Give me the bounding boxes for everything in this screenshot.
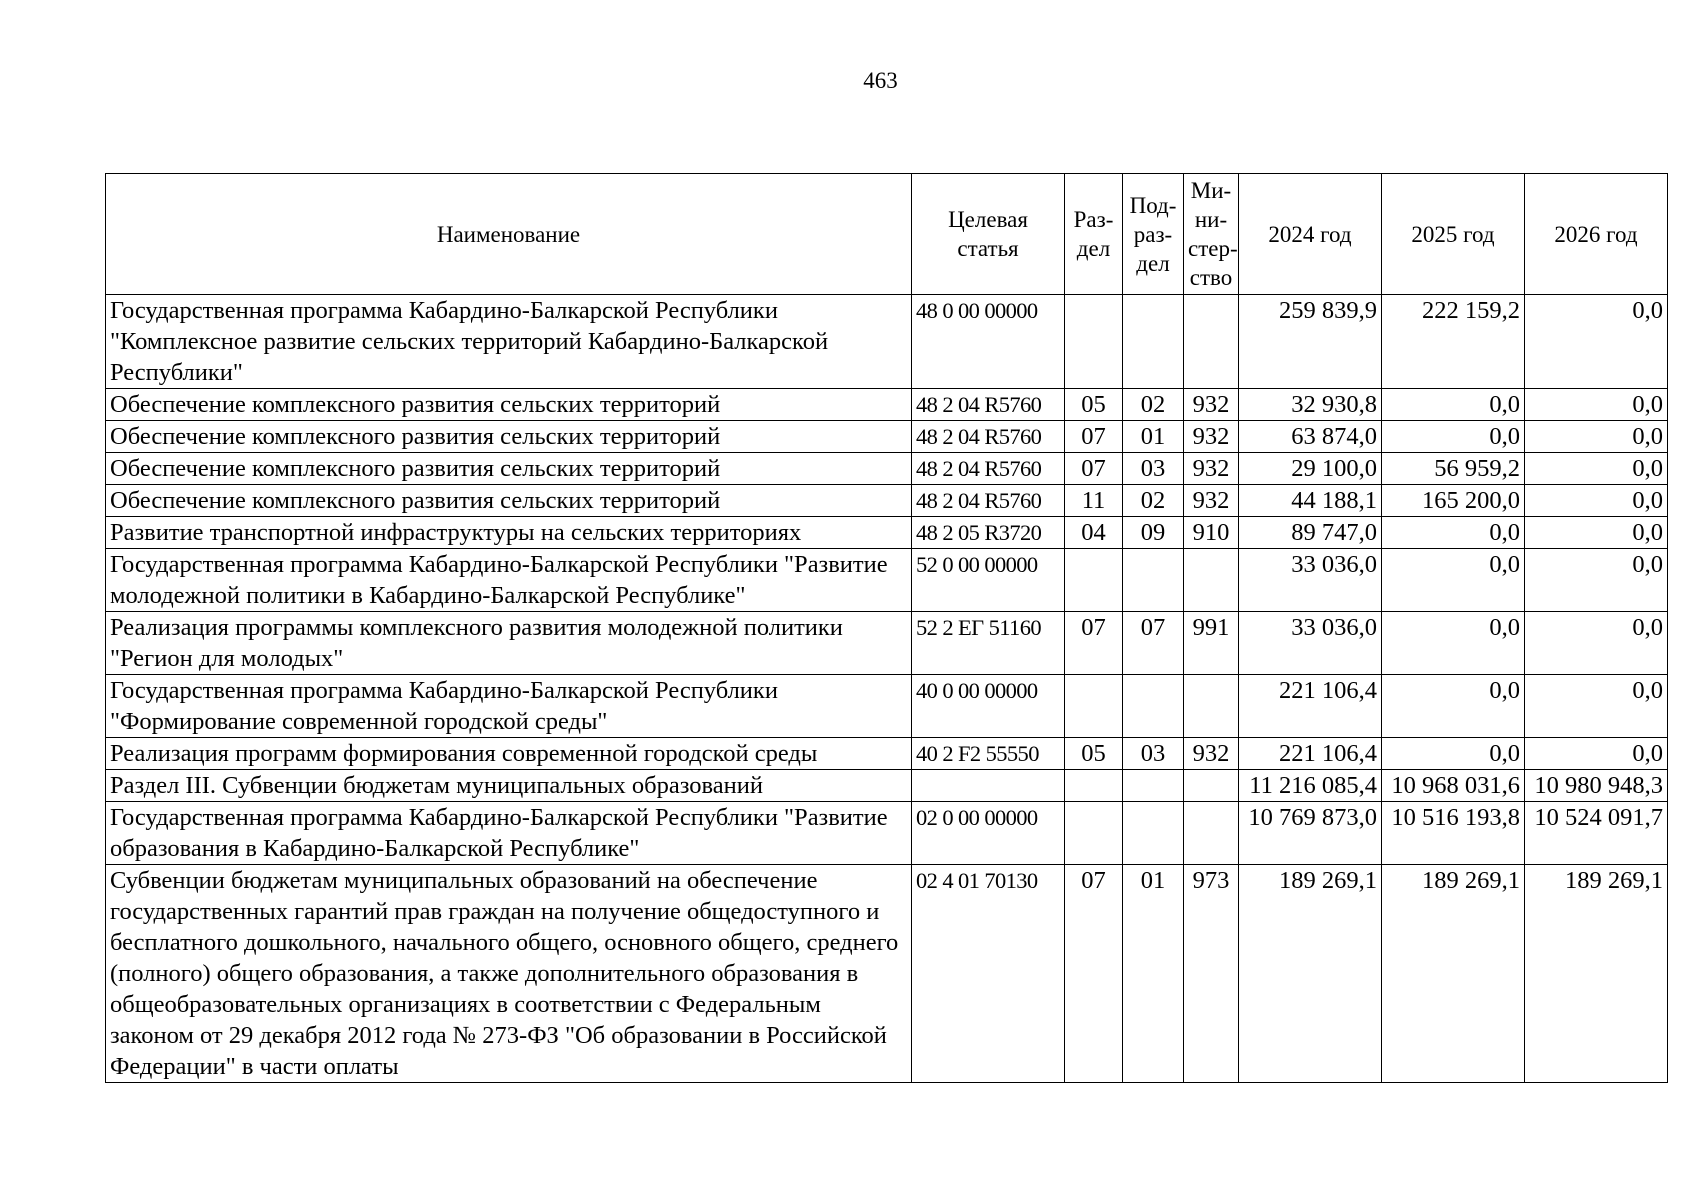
cell-subsection: 01 bbox=[1123, 421, 1184, 453]
cell-section: 07 bbox=[1065, 453, 1123, 485]
cell-target-code: 52 2 ЕГ 51160 bbox=[912, 612, 1065, 675]
cell-2026: 0,0 bbox=[1525, 549, 1668, 612]
cell-name: Обеспечение комплексного развития сельских территорий bbox=[106, 453, 912, 485]
table-row bbox=[106, 389, 1668, 421]
header-2024: 2024 год bbox=[1239, 174, 1382, 295]
cell-2025: 0,0 bbox=[1382, 389, 1525, 421]
table-row bbox=[106, 770, 1668, 802]
cell-ministry: 932 bbox=[1184, 485, 1239, 517]
cell-ministry: 932 bbox=[1184, 738, 1239, 770]
cell-section bbox=[1065, 770, 1123, 802]
cell-subsection: 03 bbox=[1123, 453, 1184, 485]
cell-section: 11 bbox=[1065, 485, 1123, 517]
cell-2026: 10 980 948,3 bbox=[1525, 770, 1668, 802]
cell-name: Государственная программа Кабардино-Балкарской Республики "Комплексное развитие сельских территорий Кабардино-Балкарской Республики" bbox=[106, 295, 912, 389]
cell-target-code: 48 0 00 00000 bbox=[912, 295, 1065, 389]
cell-target-code: 48 2 04 R5760 bbox=[912, 453, 1065, 485]
budget-table bbox=[105, 173, 1668, 1083]
cell-2026: 189 269,1 bbox=[1525, 865, 1668, 1083]
cell-2026: 0,0 bbox=[1525, 295, 1668, 389]
table-row bbox=[106, 453, 1668, 485]
table-row bbox=[106, 421, 1668, 453]
cell-target-code: 48 2 05 R3720 bbox=[912, 517, 1065, 549]
cell-2025: 10 968 031,6 bbox=[1382, 770, 1525, 802]
table-row bbox=[106, 485, 1668, 517]
header-subsection: Под- раз- дел bbox=[1123, 174, 1184, 295]
cell-ministry: 910 bbox=[1184, 517, 1239, 549]
cell-2026: 10 524 091,7 bbox=[1525, 802, 1668, 865]
cell-target-code: 40 0 00 00000 bbox=[912, 675, 1065, 738]
cell-2025: 189 269,1 bbox=[1382, 865, 1525, 1083]
cell-section: 04 bbox=[1065, 517, 1123, 549]
cell-name: Государственная программа Кабардино-Балкарской Республики "Формирование современной городской среды" bbox=[106, 675, 912, 738]
cell-2025: 0,0 bbox=[1382, 612, 1525, 675]
cell-2024: 33 036,0 bbox=[1239, 549, 1382, 612]
cell-name: Реализация программ формирования современной городской среды bbox=[106, 738, 912, 770]
cell-2026: 0,0 bbox=[1525, 453, 1668, 485]
cell-section: 05 bbox=[1065, 389, 1123, 421]
table-row bbox=[106, 549, 1668, 612]
cell-ministry bbox=[1184, 675, 1239, 738]
cell-ministry: 932 bbox=[1184, 453, 1239, 485]
cell-subsection: 02 bbox=[1123, 389, 1184, 421]
cell-subsection bbox=[1123, 295, 1184, 389]
table-row bbox=[106, 802, 1668, 865]
cell-subsection bbox=[1123, 770, 1184, 802]
cell-section bbox=[1065, 295, 1123, 389]
cell-name: Раздел III. Субвенции бюджетам муниципальных образований bbox=[106, 770, 912, 802]
cell-2026: 0,0 bbox=[1525, 517, 1668, 549]
cell-2026: 0,0 bbox=[1525, 389, 1668, 421]
cell-subsection bbox=[1123, 549, 1184, 612]
cell-2025: 222 159,2 bbox=[1382, 295, 1525, 389]
cell-2024: 63 874,0 bbox=[1239, 421, 1382, 453]
cell-2024: 259 839,9 bbox=[1239, 295, 1382, 389]
table-row bbox=[106, 612, 1668, 675]
cell-ministry: 932 bbox=[1184, 389, 1239, 421]
header-2026: 2026 год bbox=[1525, 174, 1668, 295]
cell-2024: 44 188,1 bbox=[1239, 485, 1382, 517]
cell-name: Государственная программа Кабардино-Балкарской Республики "Развитие образования в Кабардино-Балкарской Республике" bbox=[106, 802, 912, 865]
cell-ministry: 932 bbox=[1184, 421, 1239, 453]
cell-2024: 29 100,0 bbox=[1239, 453, 1382, 485]
cell-section bbox=[1065, 549, 1123, 612]
cell-ministry bbox=[1184, 295, 1239, 389]
header-section: Раз- дел bbox=[1065, 174, 1123, 295]
cell-name: Государственная программа Кабардино-Балкарской Республики "Развитие молодежной политики в Кабардино-Балкарской Республике" bbox=[106, 549, 912, 612]
cell-subsection: 02 bbox=[1123, 485, 1184, 517]
cell-target-code bbox=[912, 770, 1065, 802]
cell-2025: 10 516 193,8 bbox=[1382, 802, 1525, 865]
cell-ministry bbox=[1184, 549, 1239, 612]
cell-2026: 0,0 bbox=[1525, 612, 1668, 675]
header-target: Целевая статья bbox=[912, 174, 1065, 295]
cell-name: Субвенции бюджетам муниципальных образований на обеспечение государственных гарантий прав граждан на получение общедоступного и бесплатного дошкольного, начального общего, основного общего, среднего (полного) общего образования, а также дополнительного образования в общеобразовательных организациях в соответствии с Федеральным законом от 29 декабря 2012 года № 273-ФЗ "Об образовании в Российской Федерации" в части оплаты bbox=[106, 865, 912, 1083]
table-body bbox=[106, 295, 1668, 1083]
cell-ministry bbox=[1184, 770, 1239, 802]
cell-2024: 221 106,4 bbox=[1239, 675, 1382, 738]
cell-2024: 10 769 873,0 bbox=[1239, 802, 1382, 865]
cell-subsection bbox=[1123, 675, 1184, 738]
cell-name: Обеспечение комплексного развития сельских территорий bbox=[106, 389, 912, 421]
cell-2024: 89 747,0 bbox=[1239, 517, 1382, 549]
table-row bbox=[106, 675, 1668, 738]
cell-ministry bbox=[1184, 802, 1239, 865]
cell-target-code: 48 2 04 R5760 bbox=[912, 389, 1065, 421]
cell-name: Реализация программы комплексного развития молодежной политики "Регион для молодых" bbox=[106, 612, 912, 675]
cell-section: 07 bbox=[1065, 421, 1123, 453]
cell-2025: 0,0 bbox=[1382, 421, 1525, 453]
cell-2025: 0,0 bbox=[1382, 738, 1525, 770]
cell-2026: 0,0 bbox=[1525, 675, 1668, 738]
table-row bbox=[106, 295, 1668, 389]
table-header-row bbox=[106, 174, 1668, 295]
cell-target-code: 48 2 04 R5760 bbox=[912, 421, 1065, 453]
cell-2025: 0,0 bbox=[1382, 675, 1525, 738]
cell-ministry: 991 bbox=[1184, 612, 1239, 675]
cell-subsection: 03 bbox=[1123, 738, 1184, 770]
cell-2024: 11 216 085,4 bbox=[1239, 770, 1382, 802]
cell-name: Обеспечение комплексного развития сельских территорий bbox=[106, 421, 912, 453]
cell-section bbox=[1065, 802, 1123, 865]
header-2025: 2025 год bbox=[1382, 174, 1525, 295]
cell-ministry: 973 bbox=[1184, 865, 1239, 1083]
cell-2026: 0,0 bbox=[1525, 738, 1668, 770]
cell-2026: 0,0 bbox=[1525, 485, 1668, 517]
cell-subsection bbox=[1123, 802, 1184, 865]
cell-name: Обеспечение комплексного развития сельских территорий bbox=[106, 485, 912, 517]
header-name: Наименование bbox=[106, 174, 912, 295]
cell-target-code: 40 2 F2 55550 bbox=[912, 738, 1065, 770]
cell-name: Развитие транспортной инфраструктуры на сельских территориях bbox=[106, 517, 912, 549]
table-row bbox=[106, 517, 1668, 549]
table-row bbox=[106, 738, 1668, 770]
cell-section: 07 bbox=[1065, 612, 1123, 675]
cell-2025: 0,0 bbox=[1382, 549, 1525, 612]
cell-subsection: 09 bbox=[1123, 517, 1184, 549]
cell-target-code: 48 2 04 R5760 bbox=[912, 485, 1065, 517]
cell-2024: 33 036,0 bbox=[1239, 612, 1382, 675]
cell-subsection: 01 bbox=[1123, 865, 1184, 1083]
header-ministry: Ми- ни- стер- ство bbox=[1184, 174, 1239, 295]
cell-2025: 165 200,0 bbox=[1382, 485, 1525, 517]
cell-2025: 56 959,2 bbox=[1382, 453, 1525, 485]
cell-section: 07 bbox=[1065, 865, 1123, 1083]
cell-2024: 32 930,8 bbox=[1239, 389, 1382, 421]
cell-subsection: 07 bbox=[1123, 612, 1184, 675]
cell-target-code: 02 4 01 70130 bbox=[912, 865, 1065, 1083]
page-number: 463 bbox=[863, 68, 898, 93]
cell-section bbox=[1065, 675, 1123, 738]
cell-target-code: 02 0 00 00000 bbox=[912, 802, 1065, 865]
table-row bbox=[106, 865, 1668, 1083]
cell-2024: 189 269,1 bbox=[1239, 865, 1382, 1083]
cell-2026: 0,0 bbox=[1525, 421, 1668, 453]
cell-2024: 221 106,4 bbox=[1239, 738, 1382, 770]
cell-target-code: 52 0 00 00000 bbox=[912, 549, 1065, 612]
cell-2025: 0,0 bbox=[1382, 517, 1525, 549]
cell-section: 05 bbox=[1065, 738, 1123, 770]
